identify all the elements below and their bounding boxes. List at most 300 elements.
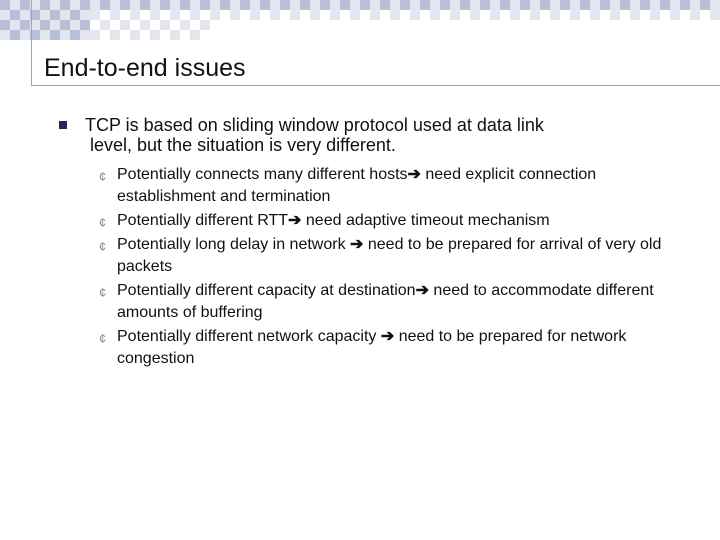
checker-cell (150, 20, 160, 30)
checker-cell (240, 10, 250, 20)
checker-cell (70, 30, 80, 40)
checker-cell (20, 20, 30, 30)
checker-cell (560, 0, 570, 10)
checker-cell (610, 0, 620, 10)
checker-cell (430, 20, 440, 30)
checker-cell (380, 20, 390, 30)
arrow-icon: ➔ (415, 282, 429, 299)
checker-cell (220, 0, 230, 10)
checker-cell (400, 10, 410, 20)
checker-cell (290, 30, 300, 40)
checker-cell (340, 0, 350, 10)
checker-cell (640, 0, 650, 10)
sub-bullet-item (57, 210, 667, 232)
checker-cell (110, 20, 120, 30)
checker-cell (250, 10, 260, 20)
checker-cell (210, 10, 220, 20)
checker-cell (490, 0, 500, 10)
checker-cell (220, 30, 230, 40)
checker-cell (40, 0, 50, 10)
checker-cell (80, 30, 90, 40)
checker-cell (220, 20, 230, 30)
checker-cell (120, 30, 130, 40)
checker-cell (540, 30, 550, 40)
square-bullet-icon (59, 121, 67, 129)
checker-cell (500, 30, 510, 40)
checker-cell (190, 0, 200, 10)
checker-cell (400, 20, 410, 30)
checker-cell (40, 10, 50, 20)
sub-bullet-text-before: Potentially different network capacity (117, 328, 381, 345)
checker-cell (670, 30, 680, 40)
checker-cell (420, 30, 430, 40)
checker-cell (80, 0, 90, 10)
checker-cell (90, 0, 100, 10)
checker-cell (530, 10, 540, 20)
checker-cell (70, 20, 80, 30)
checker-cell (250, 0, 260, 10)
checker-cell (350, 0, 360, 10)
checker-cell (530, 30, 540, 40)
checker-cell (60, 0, 70, 10)
checker-cell (180, 30, 190, 40)
checker-cell (710, 20, 720, 30)
checker-cell (560, 30, 570, 40)
checker-cell (330, 0, 340, 10)
checker-cell (130, 10, 140, 20)
checker-cell (160, 0, 170, 10)
checker-cell (620, 0, 630, 10)
checker-cell (680, 0, 690, 10)
hollow-bullet-icon: ¢ (99, 331, 107, 346)
checker-cell (140, 10, 150, 20)
checker-cell (50, 20, 60, 30)
checker-cell (130, 0, 140, 10)
checker-cell (460, 30, 470, 40)
checker-cell (80, 10, 90, 20)
main-bullet-line-2 (85, 135, 667, 155)
checker-cell (500, 20, 510, 30)
checker-cell (270, 0, 280, 10)
main-bullet-line-1: TCP is based on sliding window protocol used at data link (85, 115, 544, 135)
sub-bullet-text-before: Potentially long delay in network (117, 236, 351, 253)
checker-cell (250, 20, 260, 30)
checker-cell (390, 10, 400, 20)
checker-cell (200, 0, 210, 10)
checker-cell (320, 10, 330, 20)
checker-cell (440, 20, 450, 30)
checker-cell (300, 30, 310, 40)
sub-bullet-text-after: need to accommodate different amounts of buffering (117, 282, 654, 321)
checker-cell (510, 0, 520, 10)
checker-cell (430, 30, 440, 40)
checker-cell (10, 20, 20, 30)
sub-bullet-item (57, 164, 667, 208)
checker-cell (170, 20, 180, 30)
checker-cell (190, 20, 200, 30)
checker-cell (140, 0, 150, 10)
checker-cell (290, 20, 300, 30)
checker-cell (480, 30, 490, 40)
checker-cell (520, 20, 530, 30)
checker-cell (240, 30, 250, 40)
checker-cell (500, 10, 510, 20)
checker-cell (500, 0, 510, 10)
sub-bullet-text-before: Potentially different RTT (117, 212, 289, 229)
checker-cell (360, 30, 370, 40)
checker-cell (130, 30, 140, 40)
checker-cell (400, 30, 410, 40)
checker-cell (370, 0, 380, 10)
checker-cell (630, 30, 640, 40)
checker-cell (180, 10, 190, 20)
checker-cell (380, 10, 390, 20)
checker-cell (510, 10, 520, 20)
checker-cell (520, 30, 530, 40)
checker-cell (560, 10, 570, 20)
checker-cell (690, 0, 700, 10)
checker-cell (630, 0, 640, 10)
checker-cell (680, 20, 690, 30)
checker-cell (480, 0, 490, 10)
checker-cell (410, 30, 420, 40)
checker-cell (270, 30, 280, 40)
checker-cell (100, 10, 110, 20)
checker-cell (210, 20, 220, 30)
checker-cell (180, 0, 190, 10)
checker-cell (490, 30, 500, 40)
checker-cell (90, 10, 100, 20)
checker-cell (510, 30, 520, 40)
checker-cell (470, 10, 480, 20)
checker-cell (160, 30, 170, 40)
checker-cell (420, 0, 430, 10)
checker-cell (230, 0, 240, 10)
checker-cell (360, 10, 370, 20)
checker-cell (490, 10, 500, 20)
checker-cell (370, 20, 380, 30)
checker-cell (390, 0, 400, 10)
checker-cell (490, 20, 500, 30)
checker-cell (630, 20, 640, 30)
checker-cell (360, 0, 370, 10)
checker-cell (600, 10, 610, 20)
checker-cell (40, 30, 50, 40)
checker-cell (0, 10, 10, 20)
checker-cell (400, 0, 410, 10)
checker-cell (180, 20, 190, 30)
checker-cell (520, 0, 530, 10)
checker-cell (340, 30, 350, 40)
checker-cell (290, 10, 300, 20)
checker-cell (580, 20, 590, 30)
checker-cell (540, 20, 550, 30)
checker-cell (340, 10, 350, 20)
checker-cell (600, 30, 610, 40)
checker-cell (100, 0, 110, 10)
checker-cell (300, 20, 310, 30)
checker-cell (440, 0, 450, 10)
checker-cell (440, 30, 450, 40)
checker-cell (560, 20, 570, 30)
checker-cell (450, 10, 460, 20)
checker-cell (10, 0, 20, 10)
checker-cell (630, 10, 640, 20)
checker-cell (570, 0, 580, 10)
checker-cell (280, 10, 290, 20)
sub-bullet-text-after: need adaptive timeout mechanism (301, 212, 550, 229)
checker-cell (520, 10, 530, 20)
title-underline-rule (31, 85, 720, 86)
main-bullet (57, 115, 667, 155)
sub-bullet-list (57, 164, 667, 370)
sub-bullet-item (57, 280, 667, 324)
checker-cell (450, 20, 460, 30)
checker-cell (100, 20, 110, 30)
arrow-icon: ➔ (407, 166, 421, 183)
checker-cell (350, 20, 360, 30)
header-vertical-rule (31, 0, 32, 86)
sub-bullet-item (57, 234, 667, 278)
checker-cell (450, 0, 460, 10)
checker-cell (70, 0, 80, 10)
checker-cell (700, 30, 710, 40)
checker-cell (260, 0, 270, 10)
checker-cell (430, 0, 440, 10)
checker-cell (70, 10, 80, 20)
checker-cell (430, 10, 440, 20)
checker-cell (240, 20, 250, 30)
checker-cell (460, 10, 470, 20)
checker-cell (470, 20, 480, 30)
checker-cell (90, 20, 100, 30)
checker-cell (580, 30, 590, 40)
checker-cell (550, 30, 560, 40)
checker-cell (650, 30, 660, 40)
checker-cell (600, 20, 610, 30)
checker-cell (570, 10, 580, 20)
checker-cell (150, 0, 160, 10)
checker-cell (390, 30, 400, 40)
checker-cell (220, 10, 230, 20)
checker-cell (50, 30, 60, 40)
checker-cell (640, 30, 650, 40)
checker-cell (280, 30, 290, 40)
checker-cell (710, 0, 720, 10)
sub-bullet-text-before: Potentially connects many different hosts (117, 166, 408, 183)
checker-cell (510, 20, 520, 30)
checker-cell (470, 0, 480, 10)
checker-cell (60, 20, 70, 30)
checker-cell (140, 30, 150, 40)
arrow-icon: ➔ (350, 236, 364, 253)
checker-cell (650, 20, 660, 30)
checker-cell (250, 30, 260, 40)
checker-cell (620, 10, 630, 20)
checker-cell (640, 20, 650, 30)
checker-cell (110, 30, 120, 40)
checker-cell (640, 10, 650, 20)
hollow-bullet-icon: ¢ (99, 239, 107, 254)
checker-cell (310, 0, 320, 10)
checker-cell (0, 0, 10, 10)
checker-cell (280, 0, 290, 10)
checker-cell (160, 20, 170, 30)
checker-cell (440, 10, 450, 20)
arrow-icon: ➔ (288, 212, 302, 229)
checker-cell (370, 30, 380, 40)
checker-cell (260, 30, 270, 40)
checker-cell (390, 20, 400, 30)
sub-bullet-text-after: need to be prepared for arrival of very old packets (117, 236, 662, 275)
checker-cell (330, 30, 340, 40)
checker-cell (20, 30, 30, 40)
checker-cell (590, 10, 600, 20)
checker-cell (200, 10, 210, 20)
checker-cell (90, 30, 100, 40)
main-bullet-line-2-text: level, but the situation is very different. (90, 135, 396, 155)
checker-cell (620, 30, 630, 40)
sub-bullet-item (57, 326, 667, 370)
checker-cell (330, 10, 340, 20)
checker-cell (580, 0, 590, 10)
checker-cell (290, 0, 300, 10)
checker-cell (470, 30, 480, 40)
sub-bullet-text-before: Potentially different capacity at destination (117, 282, 416, 299)
sub-bullet-text-after: need to be prepared for network congestion (117, 328, 627, 367)
checker-svg (0, 0, 720, 40)
checker-cell (410, 20, 420, 30)
checker-cell (550, 10, 560, 20)
header-checker-pattern (0, 0, 720, 40)
checker-cell (610, 20, 620, 30)
checker-cell (710, 10, 720, 20)
checker-cell (300, 0, 310, 10)
checker-cell (690, 10, 700, 20)
checker-cell (380, 0, 390, 10)
checker-cell (590, 0, 600, 10)
checker-cell (20, 10, 30, 20)
checker-cell (410, 10, 420, 20)
checker-cell (450, 30, 460, 40)
checker-cell (120, 10, 130, 20)
checker-cell (230, 20, 240, 30)
checker-cell (320, 0, 330, 10)
checker-cell (590, 20, 600, 30)
checker-cell (320, 30, 330, 40)
checker-cell (210, 30, 220, 40)
checker-cell (580, 10, 590, 20)
checker-cell (320, 20, 330, 30)
checker-cell (10, 10, 20, 20)
hollow-bullet-icon: ¢ (99, 285, 107, 300)
checker-cell (310, 30, 320, 40)
checker-cell (540, 0, 550, 10)
slide-title: End-to-end issues (44, 54, 246, 82)
checker-cell (550, 0, 560, 10)
checker-cell (50, 0, 60, 10)
checker-cell (60, 10, 70, 20)
checker-cell (710, 30, 720, 40)
checker-cell (130, 20, 140, 30)
checker-cell (100, 30, 110, 40)
checker-cell (380, 30, 390, 40)
checker-cell (260, 20, 270, 30)
checker-cell (570, 30, 580, 40)
checker-cell (0, 20, 10, 30)
checker-cell (670, 20, 680, 30)
checker-cell (480, 10, 490, 20)
checker-cell (600, 0, 610, 10)
checker-cell (360, 20, 370, 30)
checker-cell (700, 20, 710, 30)
checker-cell (310, 20, 320, 30)
checker-cell (610, 30, 620, 40)
checker-cell (200, 30, 210, 40)
checker-cell (150, 30, 160, 40)
checker-cell (550, 20, 560, 30)
checker-cell (660, 10, 670, 20)
checker-cell (690, 30, 700, 40)
hollow-bullet-icon: ¢ (99, 169, 107, 184)
checker-cell (190, 30, 200, 40)
checker-cell (200, 20, 210, 30)
checker-cell (680, 30, 690, 40)
checker-cell (530, 0, 540, 10)
checker-cell (80, 20, 90, 30)
checker-cell (480, 20, 490, 30)
checker-cell (10, 30, 20, 40)
checker-cell (530, 20, 540, 30)
slide-body (57, 115, 667, 372)
checker-cell (620, 20, 630, 30)
checker-cell (230, 10, 240, 20)
checker-cell (0, 30, 10, 40)
checker-cell (460, 0, 470, 10)
checker-cell (40, 20, 50, 30)
checker-cell (660, 30, 670, 40)
checker-cell (540, 10, 550, 20)
sub-bullet-text-after: need explicit connection establishment and termination (117, 166, 597, 205)
checker-cell (330, 20, 340, 30)
checker-cell (260, 10, 270, 20)
checker-cell (670, 10, 680, 20)
checker-cell (350, 10, 360, 20)
checker-cell (240, 0, 250, 10)
checker-cell (680, 10, 690, 20)
checker-cell (150, 10, 160, 20)
checker-cell (210, 0, 220, 10)
checker-cell (270, 20, 280, 30)
checker-cell (280, 20, 290, 30)
checker-cell (310, 10, 320, 20)
checker-cell (120, 0, 130, 10)
checker-cell (420, 20, 430, 30)
checker-cell (60, 30, 70, 40)
checker-cell (700, 10, 710, 20)
checker-cell (50, 10, 60, 20)
checker-cell (590, 30, 600, 40)
checker-cell (460, 20, 470, 30)
checker-cell (110, 0, 120, 10)
checker-cell (160, 10, 170, 20)
checker-cell (170, 0, 180, 10)
checker-cell (660, 0, 670, 10)
checker-cell (610, 10, 620, 20)
checker-cell (170, 10, 180, 20)
checker-cell (660, 20, 670, 30)
checker-cell (410, 0, 420, 10)
